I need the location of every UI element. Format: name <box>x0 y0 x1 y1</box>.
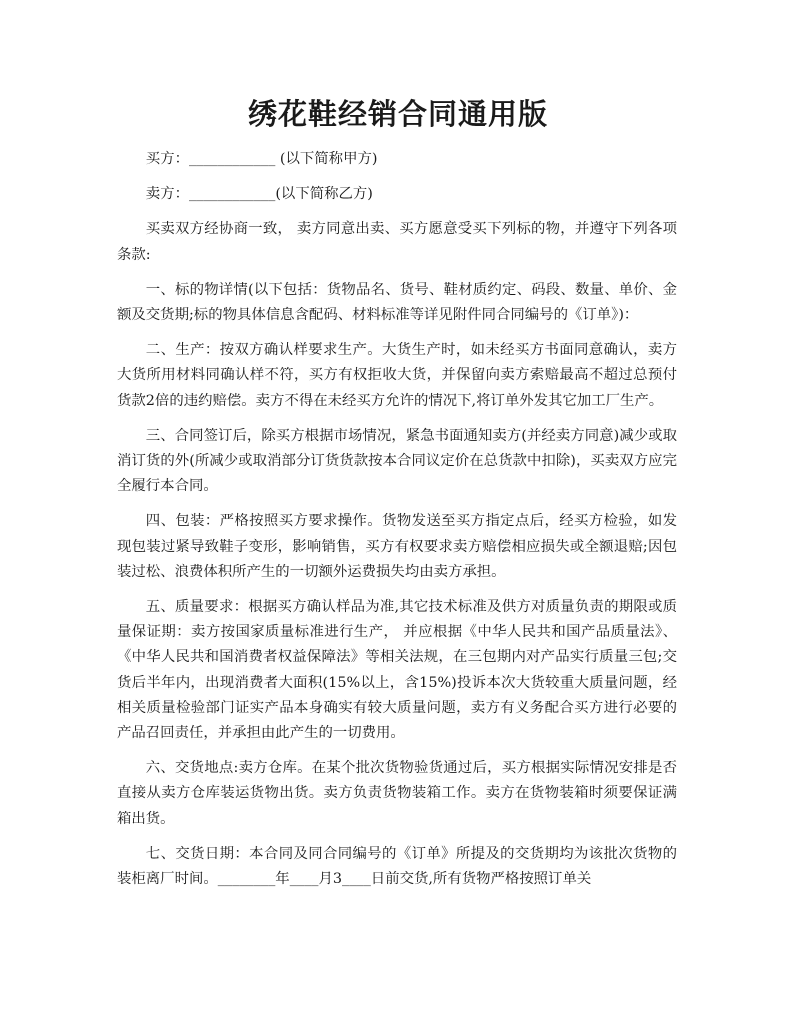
document-title: 绣花鞋经销合同通用版 <box>247 97 548 131</box>
clause-6: 六、交货地点:卖方仓库。在某个批次货物验货通过后，买方根据实际情况安排是否直接从卖方仓库装运货物出货。卖方负责货物装箱工作。卖方在货物装箱时须要保证满箱出货。 <box>117 760 677 827</box>
seller-line: 卖方：____________(以下简称乙方) <box>145 186 373 203</box>
clause-5: 五、质量要求：根据买方确认样品为准,其它技术标准及供方对质量负责的期限或质量保证期：卖方按国家质量标准进行生产， 并应根据《中华人民共和国产品质量法》、《中华人民共和国消费者权益保障法》等相关法规，在三包期内对产品实行质量三包;交货后半年内，出现消费者大面积(15%以上，含15%)投诉本次大货较重大质量问题，经相关质量检验部门证实产品本身确实有较大质量问题，卖方有义务配合买方进行必要的产品召回责任，并承担由此产生的一切费用。 <box>117 599 677 742</box>
clause-2: 二、生产：按双方确认样要求生产。大货生产时，如未经买方书面同意确认，卖方大货所用材料同确认样不符，买方有权拒收大货，并保留向卖方索赔最高不超过总预付货款2倍的违约赔偿。卖方不得在未经买方允许的情况下,将订单外发其它加工厂生产。 <box>117 342 677 409</box>
clause-7: 七、交货日期：本合同及同合同编号的《订单》所提及的交货期均为该批次货物的装柜离厂时间。________年____月3____日前交货,所有货物严格按照订单关 <box>117 845 677 888</box>
intro-paragraph: 买卖双方经协商一致， 卖方同意出卖、买方愿意受买下列标的物，并遵守下列各项条款: <box>117 221 677 263</box>
clause-1: 一、标的物详情(以下包括：货物品名、货号、鞋材质约定、码段、数量、单价、金额及交货期;标的物具体信息含配码、材料标准等详见附件同合同编号的《订单》)： <box>117 281 677 324</box>
document-body <box>117 147 677 902</box>
clause-3: 三、合同签订后，除买方根据市场情况，紧急书面通知卖方(并经卖方同意)减少或取消订货的外(所减少或取消部分订货货款按本合同议定价在总货款中扣除)，买卖双方应完全履行本合同。 <box>117 427 677 495</box>
buyer-line: 买方：____________ (以下简称甲方) <box>145 151 378 167</box>
clause-4: 四、包装：严格按照买方要求操作。货物发送至买方指定点后，经买方检验，如发现包装过紧导致鞋子变形，影响销售，买方有权要求卖方赔偿相应损失或全额退赔;因包装过松、浪费体积所产生的一切额外运费损失均由卖方承担。 <box>117 513 677 580</box>
